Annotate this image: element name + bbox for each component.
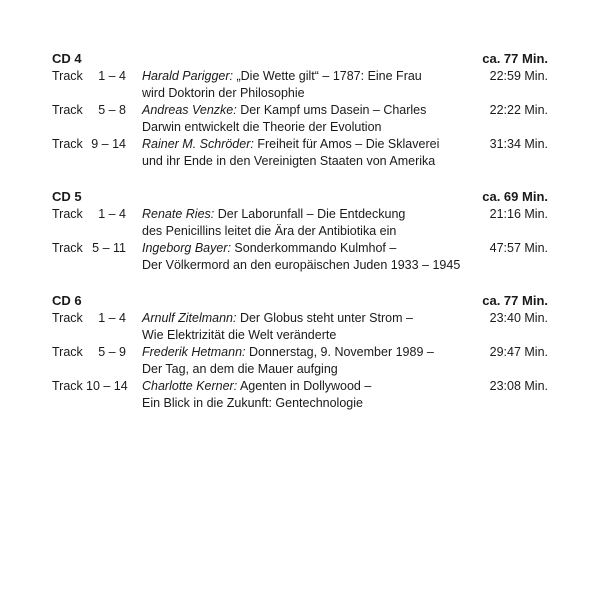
track-label: Track <box>52 69 83 83</box>
track-title-line1: „Die Wette gilt“ – 1787: Eine Frau <box>233 69 422 83</box>
track-row <box>52 206 548 240</box>
track-duration: 23:40 Min. <box>489 311 548 325</box>
track-label: Track <box>52 311 83 325</box>
track-range: 1 – 4 <box>98 311 126 325</box>
track-description <box>126 136 468 170</box>
track-row <box>52 68 548 102</box>
track-range: 9 – 14 <box>91 137 126 151</box>
track-duration: 22:59 Min. <box>489 69 548 83</box>
track-range: 10 – 14 <box>86 379 128 393</box>
track-label: Track <box>52 103 83 117</box>
cd-title: CD 4 <box>52 51 82 66</box>
track-title-line1: Freiheit für Amos – Die Sklaverei <box>253 137 440 151</box>
track-description <box>126 68 468 102</box>
track-description <box>126 378 468 412</box>
track-title-line2: Der Völkermord an den europäischen Juden 1933 – 1945 <box>142 258 461 272</box>
track-duration: 21:16 Min. <box>489 207 548 221</box>
track-duration: 31:34 Min. <box>489 137 548 151</box>
track-row <box>52 344 548 378</box>
cd-total-duration: ca. 77 Min. <box>482 293 548 308</box>
track-title-line1: Der Globus steht unter Strom – <box>236 311 413 325</box>
track-row <box>52 378 548 412</box>
track-row <box>52 136 548 170</box>
track-title-line2: Darwin entwickelt die Theorie der Evolution <box>142 120 382 134</box>
tracklist-page <box>52 50 548 430</box>
cd-header <box>52 188 548 206</box>
track-duration: 22:22 Min. <box>489 103 548 117</box>
track-row <box>52 310 548 344</box>
track-author: Frederik Hetmann: <box>142 345 246 359</box>
cd-block-5 <box>52 188 548 274</box>
track-range: 1 – 4 <box>98 69 126 83</box>
cd-header <box>52 292 548 310</box>
cd-title: CD 6 <box>52 293 82 308</box>
cd-total-duration: ca. 77 Min. <box>482 51 548 66</box>
track-description <box>126 310 468 344</box>
track-title-line2: Wie Elektrizität die Welt veränderte <box>142 328 337 342</box>
track-label: Track <box>52 207 83 221</box>
track-range: 1 – 4 <box>98 207 126 221</box>
cd-title: CD 5 <box>52 189 82 204</box>
track-title-line2: Der Tag, an dem die Mauer aufging <box>142 362 338 376</box>
track-description <box>126 240 468 274</box>
track-title-line1: Der Laborunfall – Die Entdeckung <box>214 207 406 221</box>
track-duration: 29:47 Min. <box>489 345 548 359</box>
cd-total-duration: ca. 69 Min. <box>482 189 548 204</box>
track-label: Track <box>52 137 83 151</box>
track-title-line2: wird Doktorin der Philosophie <box>142 86 305 100</box>
track-author: Renate Ries: <box>142 207 215 221</box>
track-title-line1: Sonderkommando Kulmhof – <box>230 241 397 255</box>
track-author: Harald Parigger: <box>142 69 234 83</box>
track-author: Arnulf Zitelmann: <box>142 311 237 325</box>
track-title-line2: Ein Blick in die Zukunft: Gentechnologie <box>142 396 363 410</box>
cd-block-4 <box>52 50 548 170</box>
track-title-line1: Agenten in Dollywood – <box>237 379 372 393</box>
track-title-line1: Der Kampf ums Dasein – Charles <box>236 103 427 117</box>
track-author: Ingeborg Bayer: <box>142 241 231 255</box>
track-duration: 23:08 Min. <box>489 379 548 393</box>
track-author: Rainer M. Schröder: <box>142 137 254 151</box>
track-title-line1: Donnerstag, 9. November 1989 – <box>245 345 434 359</box>
track-description <box>126 344 468 378</box>
track-row <box>52 240 548 274</box>
track-range: 5 – 9 <box>98 345 126 359</box>
track-label: Track <box>52 379 83 393</box>
cd-header <box>52 50 548 68</box>
track-title-line2: des Penicillins leitet die Ära der Antibiotika ein <box>142 224 397 238</box>
track-label: Track <box>52 345 83 359</box>
cd-block-6 <box>52 292 548 412</box>
track-description <box>126 206 468 240</box>
track-description <box>126 102 468 136</box>
track-author: Charlotte Kerner: <box>142 379 238 393</box>
track-range: 5 – 8 <box>98 103 126 117</box>
track-label: Track <box>52 241 83 255</box>
track-title-line2: und ihr Ende in den Vereinigten Staaten von Amerika <box>142 154 436 168</box>
track-row <box>52 102 548 136</box>
track-author: Andreas Venzke: <box>142 103 237 117</box>
track-range: 5 – 11 <box>92 241 126 255</box>
track-duration: 47:57 Min. <box>489 241 548 255</box>
